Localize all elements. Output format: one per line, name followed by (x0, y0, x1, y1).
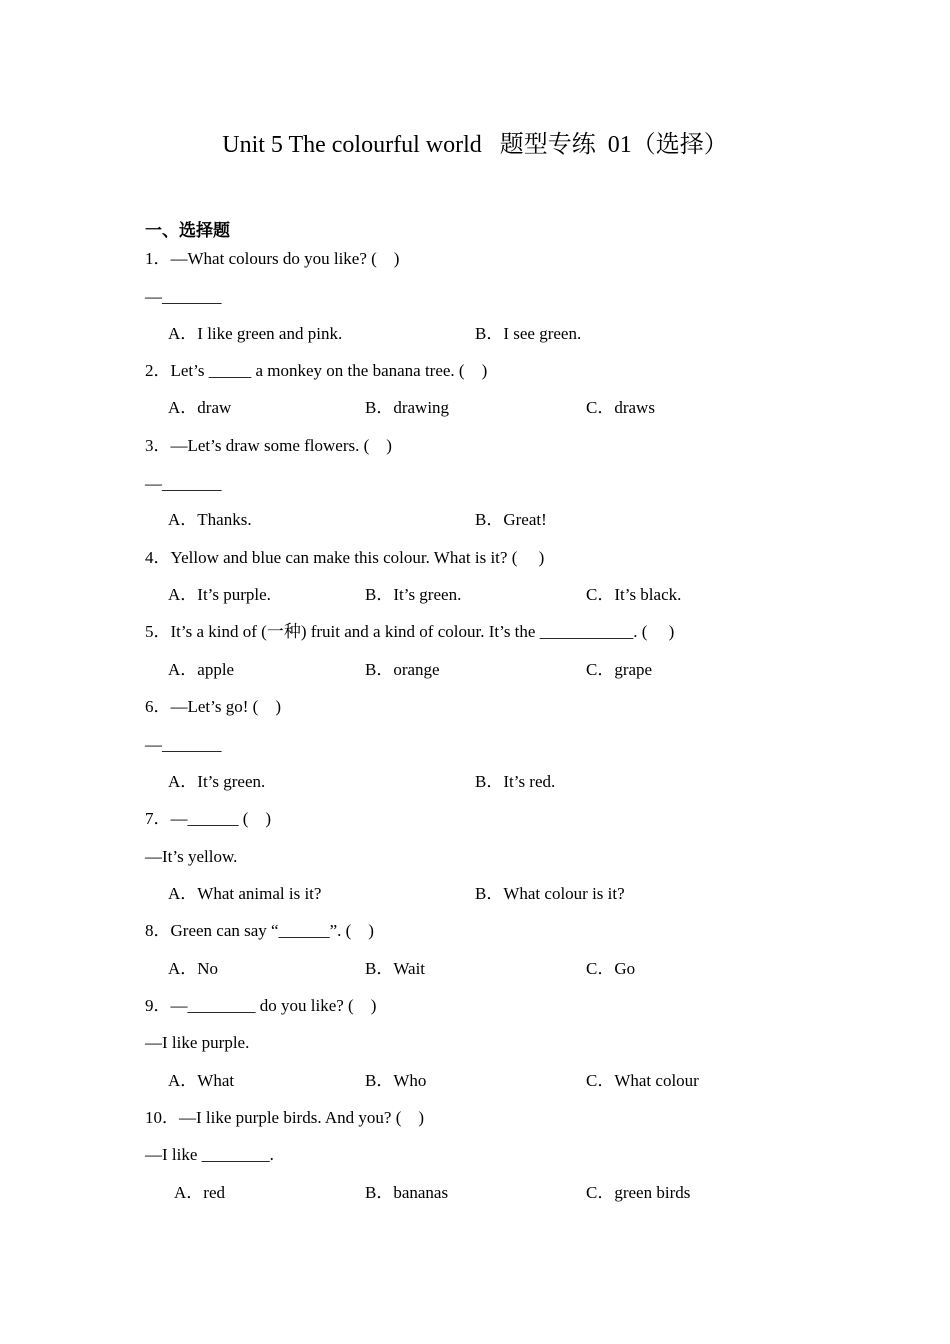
answer-option-a: A．red (174, 1183, 225, 1202)
answer-option-c: C．It’s black. (586, 585, 682, 604)
question-stem: 8．Green can say “______”. ( ) (145, 921, 374, 940)
question-stem: 9．—________ do you like? ( ) (145, 996, 377, 1015)
question-stem: 5．It’s a kind of (一种) fruit and a kind of colour. It’s the ___________. ( ) (145, 622, 675, 641)
answer-option-b: B．It’s red. (475, 772, 556, 791)
question-stem: 3．—Let’s draw some flowers. ( ) (145, 436, 392, 455)
answer-option-c: C．grape (586, 660, 653, 679)
answer-option-a: A．apple (168, 660, 235, 679)
answer-option-b: B．drawing (365, 398, 450, 417)
answer-option-b: B．Wait (365, 959, 426, 978)
question-response-line: —_______ (145, 287, 222, 306)
answer-option-a: A．I like green and pink. (168, 324, 343, 343)
question-stem: 1．—What colours do you like? ( ) (145, 249, 400, 268)
answer-option-b: B．It’s green. (365, 585, 462, 604)
section-heading: 一、选择题 (145, 221, 230, 240)
question-stem: 2．Let’s _____ a monkey on the banana tree. ( ) (145, 361, 488, 380)
question-response-line: —I like purple. (145, 1033, 250, 1052)
answer-option-c: C．Go (586, 959, 636, 978)
answer-option-a: A．It’s green. (168, 772, 266, 791)
answer-option-a: A．draw (168, 398, 232, 417)
question-stem: 6．—Let’s go! ( ) (145, 697, 281, 716)
question-response-line: —_______ (145, 735, 222, 754)
question-stem: 4．Yellow and blue can make this colour. What is it? ( ) (145, 548, 545, 567)
answer-option-b: B．What colour is it? (475, 884, 625, 903)
answer-option-b: B．Who (365, 1071, 427, 1090)
answer-option-c: C．green birds (586, 1183, 691, 1202)
answer-option-a: A．It’s purple. (168, 585, 271, 604)
question-stem: 7．—______ ( ) (145, 809, 272, 828)
question-stem: 10．—I like purple birds. And you? ( ) (145, 1108, 425, 1127)
answer-option-a: A．Thanks. (168, 510, 252, 529)
question-response-line: —I like ________. (145, 1145, 274, 1164)
answer-option-a: A．What animal is it? (168, 884, 322, 903)
answer-option-c: C．draws (586, 398, 655, 417)
document-title: Unit 5 The colourful world 题型专练 01（选择） (222, 132, 728, 158)
answer-option-b: B．orange (365, 660, 440, 679)
answer-option-b: B．Great! (475, 510, 547, 529)
answer-option-a: A．No (168, 959, 219, 978)
question-response-line: —_______ (145, 474, 222, 493)
question-response-line: —It’s yellow. (145, 847, 238, 866)
answer-option-c: C．What colour (586, 1071, 699, 1090)
answer-option-b: B．I see green. (475, 324, 582, 343)
answer-option-b: B．bananas (365, 1183, 449, 1202)
answer-option-a: A．What (168, 1071, 235, 1090)
